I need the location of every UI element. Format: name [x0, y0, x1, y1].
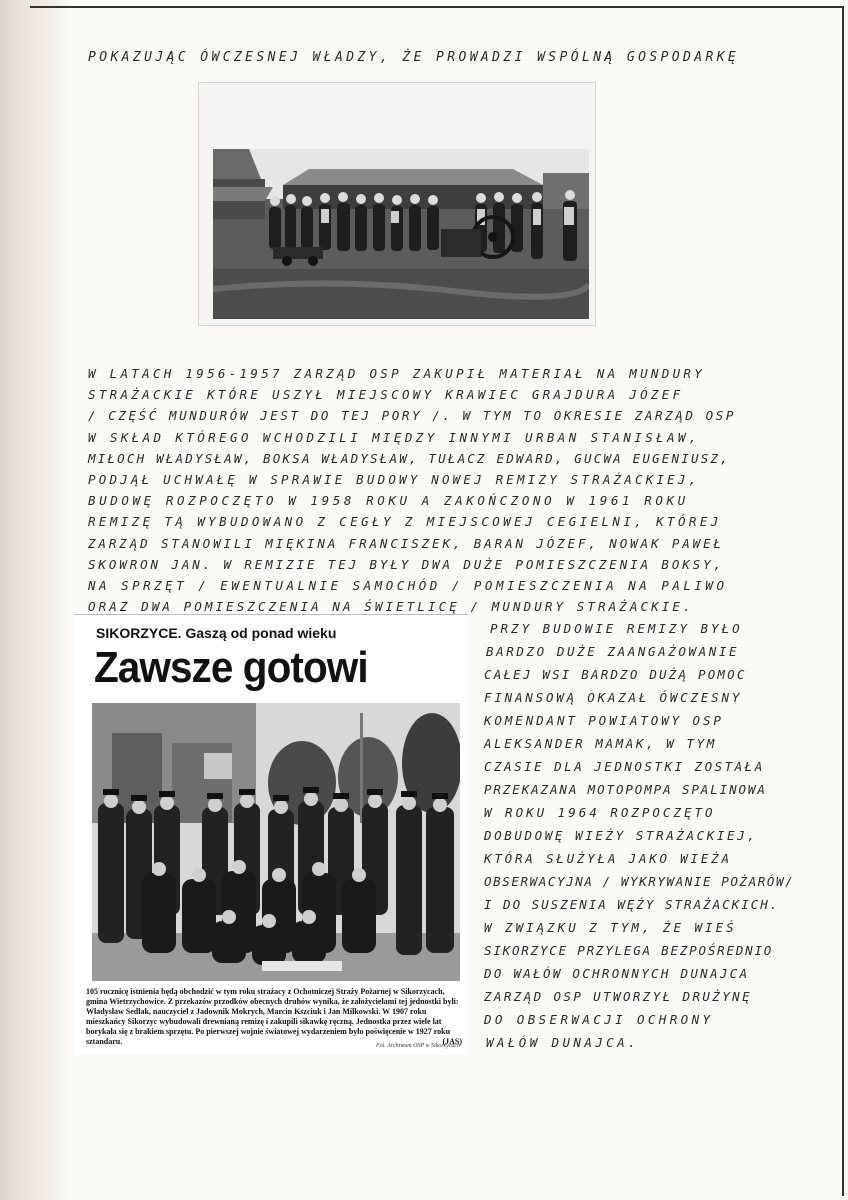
main-line: W SKŁAD KTÓREGO WCHODZILI MIĘDZY INNYMI URBAN STANISŁAW, — [88, 430, 700, 445]
main-line: BUDOWĘ ROZPOCZĘTO W 1958 ROKU A ZAKOŃCZONO W 1961 ROKU — [88, 493, 689, 508]
main-line: STRAŻACKIE KTÓRE USZYŁ MIEJSCOWY KRAWIEC GRAJDURA JÓZEF — [88, 387, 684, 402]
newspaper-clipping — [74, 614, 468, 1055]
clipping-caption-sign: (JAS) — [442, 1037, 462, 1046]
main-line: / CZĘŚĆ MUNDURÓW JEST DO TEJ PORY /. W TYM TO OKRESIE ZARZĄD OSP — [88, 408, 737, 423]
clipping-kicker: SIKORZYCE. Gaszą od ponad wieku — [96, 625, 337, 641]
side-line: W ZWIĄZKU Z TYM, ŻE WIEŚ — [484, 920, 737, 935]
clipping-caption-text: 105 rocznicę istnienia będą obchodzić w tym roku strażacy z Ochotniczej Straży Pożarnej w Sikorzycach, gmina Wietrzychowice. Z przekazów przodków obecnych druhów wynika, że założycielami tej jednostki byli: Władysław Sedlak, nauczyciel z Jadownik Mokrych, Marcin Kszciuk i Jan Milkowski. W 1907 roku mieszkańcy Sikorzyc wybudowali drewnianą remizę i zakupili sikawkę ręczną. Jednostka przez wiele lat borykała się z brakiem sprzętu. Po pierwszej wojnie światowej wydarzeniem było poświęcenie w 1927 roku sztandaru. — [86, 987, 459, 1046]
side-line: BARDZO DUŻE ZAANGAŻOWANIE — [486, 644, 740, 659]
main-line: ORAZ DWA POMIESZCZENIA NA ŚWIETLICĘ / MUNDURY STRAŻACKIE. — [88, 599, 694, 614]
main-line: NA SPRZĘT / EWENTUALNIE SAMOCHÓD / POMIESZCZENIA NA PALIWO — [88, 578, 728, 593]
binding-shadow — [0, 0, 72, 1200]
construction-photo — [213, 149, 589, 319]
clipping-photo-credit: Fot. Archiwum OSP w Sikorzycach — [375, 1043, 460, 1049]
main-line: ZARZĄD STANOWILI MIĘKINA FRANCISZEK, BARAN JÓZEF, NOWAK PAWEŁ — [88, 536, 724, 551]
side-line: FINANSOWĄ OKAZAŁ ÓWCZESNY — [484, 690, 743, 705]
top-border-line — [30, 6, 842, 8]
side-line: DO OBSERWACJI OCHRONY — [484, 1012, 714, 1027]
main-line: REMIZĘ TĄ WYBUDOWANO Z CEGŁY Z MIEJSCOWEJ CEGIELNI, KTÓREJ — [88, 514, 722, 529]
clipping-caption — [86, 987, 462, 1047]
side-line: ZARZĄD OSP UTWORZYŁ DRUŻYNĘ — [484, 989, 752, 1004]
side-line: I DO SUSZENIA WĘŻY STRAŻACKICH. — [484, 897, 780, 912]
clipping-title: Zawsze gotowi — [94, 643, 368, 692]
main-line: W LATACH 1956-1957 ZARZĄD OSP ZAKUPIŁ MATERIAŁ NA MUNDURY — [88, 366, 706, 381]
side-line: OBSERWACYJNA / WYKRYWANIE POŻARÓW/ — [484, 874, 795, 889]
side-line: KTÓRA SŁUŻYŁA JAKO WIEŻA — [484, 851, 732, 866]
old-photo-frame — [198, 82, 596, 326]
side-line: DO WAŁÓW OCHRONNYCH DUNAJCA — [484, 966, 750, 981]
side-line: WAŁÓW DUNAJCA. — [486, 1035, 639, 1050]
side-line: CAŁEJ WSI BARDZO DUŻĄ POMOC — [484, 667, 747, 682]
main-line: PODJĄŁ UCHWAŁĘ W SPRAWIE BUDOWY NOWEJ REMIZY STRAŻACKIEJ, — [88, 472, 700, 487]
main-line: MIŁOCH WŁADYSŁAW, BOKSA WŁADYSŁAW, TUŁACZ EDWARD, GUCWA EUGENIUSZ, — [88, 451, 730, 466]
side-line: KOMENDANT POWIATOWY OSP — [484, 713, 724, 728]
side-line: W ROKU 1964 ROZPOCZĘTO — [484, 805, 716, 820]
side-line: PRZY BUDOWIE REMIZY BYŁO — [490, 621, 743, 636]
firefighters-group-photo — [92, 703, 460, 981]
side-line: PRZEKAZANA MOTOPOMPA SPALINOWA — [484, 782, 767, 797]
firefighters-photo-illustration — [92, 703, 460, 981]
side-line: CZASIE DLA JEDNOSTKI ZOSTAŁA — [484, 759, 765, 774]
page-heading: POKAZUJĄC ÓWCZESNEJ WŁADZY, ŻE PROWADZI WSPÓLNĄ GOSPODARKĘ — [88, 50, 740, 65]
side-line: DOBUDOWĘ WIEŻY STRAŻACKIEJ, — [484, 828, 758, 843]
main-line: SKOWRON JAN. W REMIZIE TEJ BYŁY DWA DUŻE POMIESZCZENIA BOKSY, — [88, 557, 724, 572]
construction-photo-illustration — [213, 149, 589, 319]
right-border-line — [842, 6, 844, 1196]
side-line: ALEKSANDER MAMAK, W TYM — [484, 736, 717, 751]
side-line: SIKORZYCE PRZYLEGA BEZPOŚREDNIO — [484, 943, 774, 958]
